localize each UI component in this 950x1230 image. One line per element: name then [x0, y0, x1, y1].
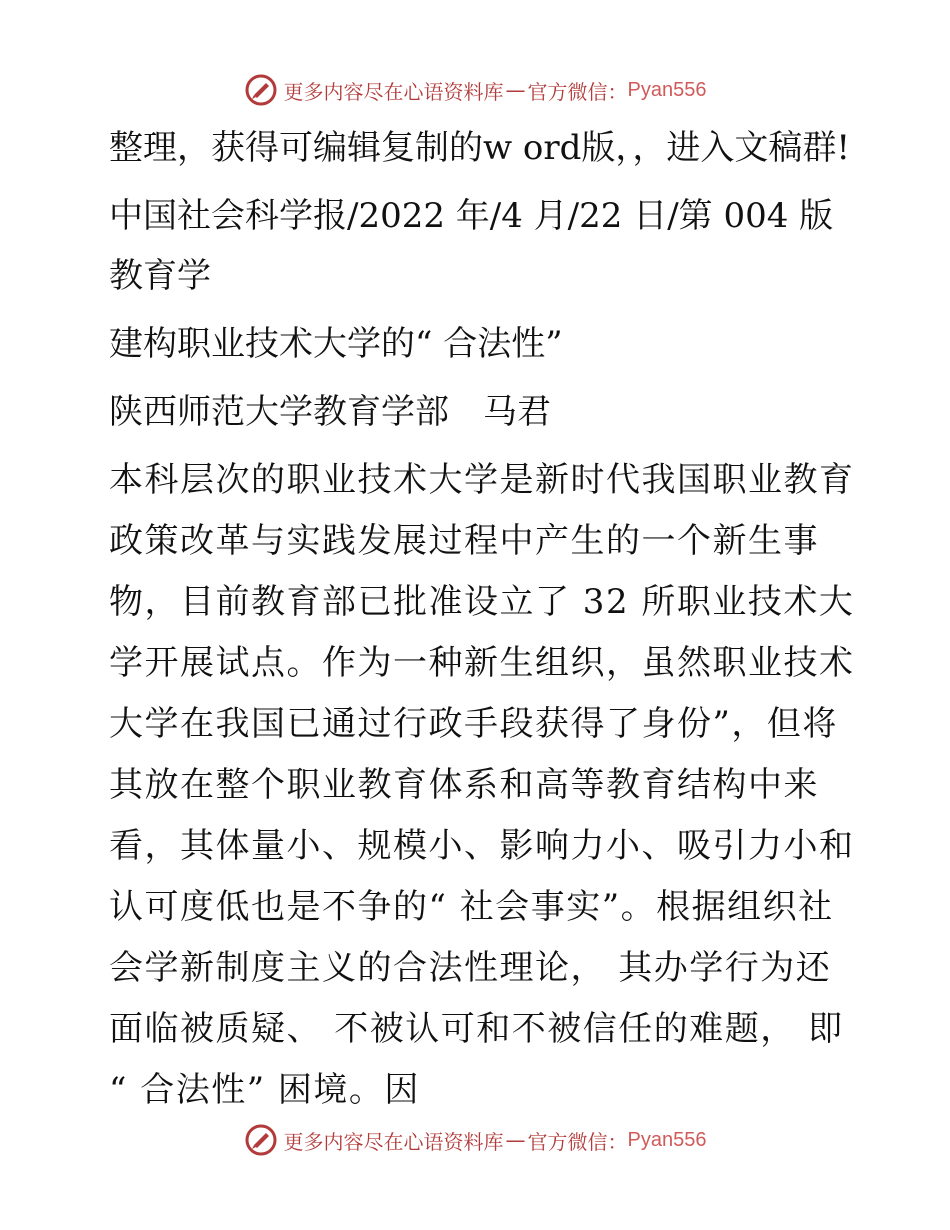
watermark-wechat-label: 官方微信：	[527, 1129, 628, 1154]
watermark-wechat-label: 官方微信：	[527, 79, 628, 104]
watermark-header	[0, 70, 950, 110]
watermark-wechat-id: Pyan556	[627, 1128, 707, 1151]
article-paragraph: 本科层次的职业技术大学是新时代我国职业教育政策改革与实践发展过程中产生的一个新生事物，目前教育部已批准设立了 32 所职业技术大学开展试点。作为一种新生组织，虽然职业技术大学在我国已通过行政手段获得了身份”，但将其放在整个职业教育体系和高等教育结构中来看，其体量小、规模小、影响力小、吸引力小和认可度低也是不争的“ 社会事实”。根据组织社会学新制度主义的合法性理论， 其办学行为还面临被质疑、 不被认可和不被信任的难题， 即 “ 合法性” 困境。因	[109, 460, 855, 1110]
watermark-dash: —	[505, 78, 526, 102]
logo-icon	[244, 1123, 278, 1157]
intro-note: 整理，获得可编辑复制的w ord版，，进入文稿群!	[109, 128, 851, 168]
watermark-brand: 更多内容尽在心语资料库	[283, 1129, 504, 1154]
watermark-wechat-id: Pyan556	[627, 78, 707, 101]
watermark-footer	[0, 1120, 950, 1160]
watermark-brand: 更多内容尽在心语资料库	[283, 79, 504, 104]
logo-icon	[244, 73, 278, 107]
watermark-dash: —	[505, 1128, 526, 1152]
article-title: 建构职业技术大学的“ 合法性”	[109, 324, 563, 364]
document-body	[97, 118, 857, 1121]
article-author: 陕西师范大学教育学部 马君	[109, 392, 551, 432]
source-line: 中国社会科学报/2022 年/4 月/22 日/第 004 版教育学	[109, 196, 834, 296]
